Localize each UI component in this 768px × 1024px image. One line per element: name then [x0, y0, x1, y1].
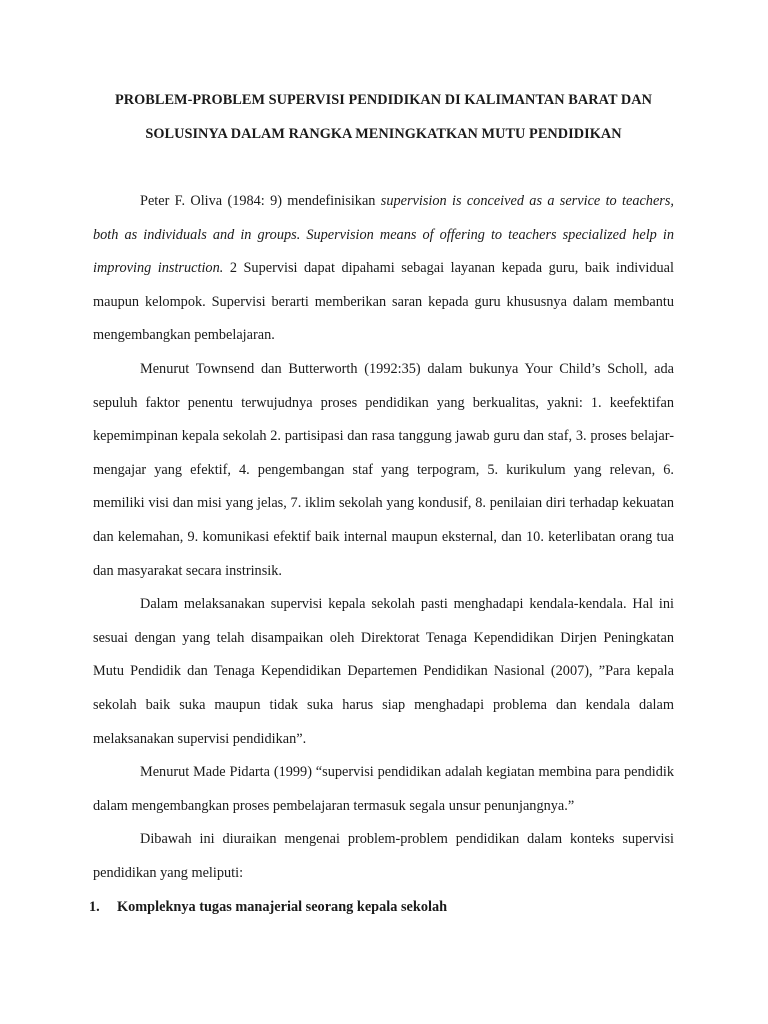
title-line-1: PROBLEM-PROBLEM SUPERVISI PENDIDIKAN DI KALIMANTAN BARAT DAN — [114, 92, 653, 108]
section-heading-text: Kompleknya tugas manajerial seorang kepala sekolah — [117, 899, 448, 916]
paragraph-pidarta: Menurut Made Pidarta (1999) “supervisi pendidikan adalah kegiatan membina para pendidik dalam mengembangkan proses pembelajaran termasuk segala unsur penunjangnya.” — [93, 764, 674, 814]
paragraph-oliva-lead: Peter F. Oliva (1984: 9) mendefinisikan — [140, 193, 381, 209]
paragraph-oliva-quote: supervision is conceived as a service to teachers, both as individuals and in groups. Supervision means of offering to teachers specialized help in improving instruction. — [93, 193, 675, 277]
paragraph-kendala: Dalam melaksanakan supervisi kepala sekolah pasti menghadapi kendala-kendala. Hal ini sesuai dengan yang telah disampaikan oleh Direktorat Tenaga Kependidikan Dirjen Peningkatan Mutu Pendidik dan Tenaga Kependidikan Departemen Pendidikan Nasional (2007), ”Para kepala sekolah baik suka maupun tidak suka harus siap menghadapi problema dan kendala dalam melaksanakan supervisi pendidikan”. — [93, 596, 674, 747]
document-title — [93, 83, 674, 151]
section-heading-number: 1. — [89, 899, 100, 916]
title-line-2: SOLUSINYA DALAM RANGKA MENINGKATKAN MUTU PENDIDIKAN — [145, 126, 622, 142]
paragraph-oliva-rest: 2 Supervisi dapat dipahami sebagai layanan kepada guru, baik individual maupun kelompok. Supervisi berarti memberikan saran kepada guru khususnya dalam membantu mengembangkan pembelajaran. — [93, 260, 674, 344]
section-heading-1 — [89, 890, 674, 924]
paragraph-townsend: Menurut Townsend dan Butterworth (1992:35) dalam bukunya Your Child’s Scholl, ada sepuluh faktor penentu terwujudnya proses pendidikan yang berkualitas, yakni: 1. keefektifan kepemimpinan kepala sekolah 2. partisipasi dan rasa tanggung jawab guru dan staf, 3. proses belajar-mengajar yang efektif, 4. pengembangan staf yang terpogram, 5. kurikulum yang relevan, 6. memiliki visi dan misi yang jelas, 7. iklim sekolah yang kondusif, 8. penilaian diri terhadap kekuatan dan kelemahan, 9. komunikasi efektif baik internal maupun eksternal, dan 10. keterlibatan orang tua dan masyarakat secara instrinsik. — [93, 360, 674, 579]
paragraph-oliva — [93, 185, 674, 353]
paragraph-intro-list: Dibawah ini diuraikan mengenai problem-problem pendidikan dalam konteks supervisi pendidikan yang meliputi: — [93, 831, 674, 881]
